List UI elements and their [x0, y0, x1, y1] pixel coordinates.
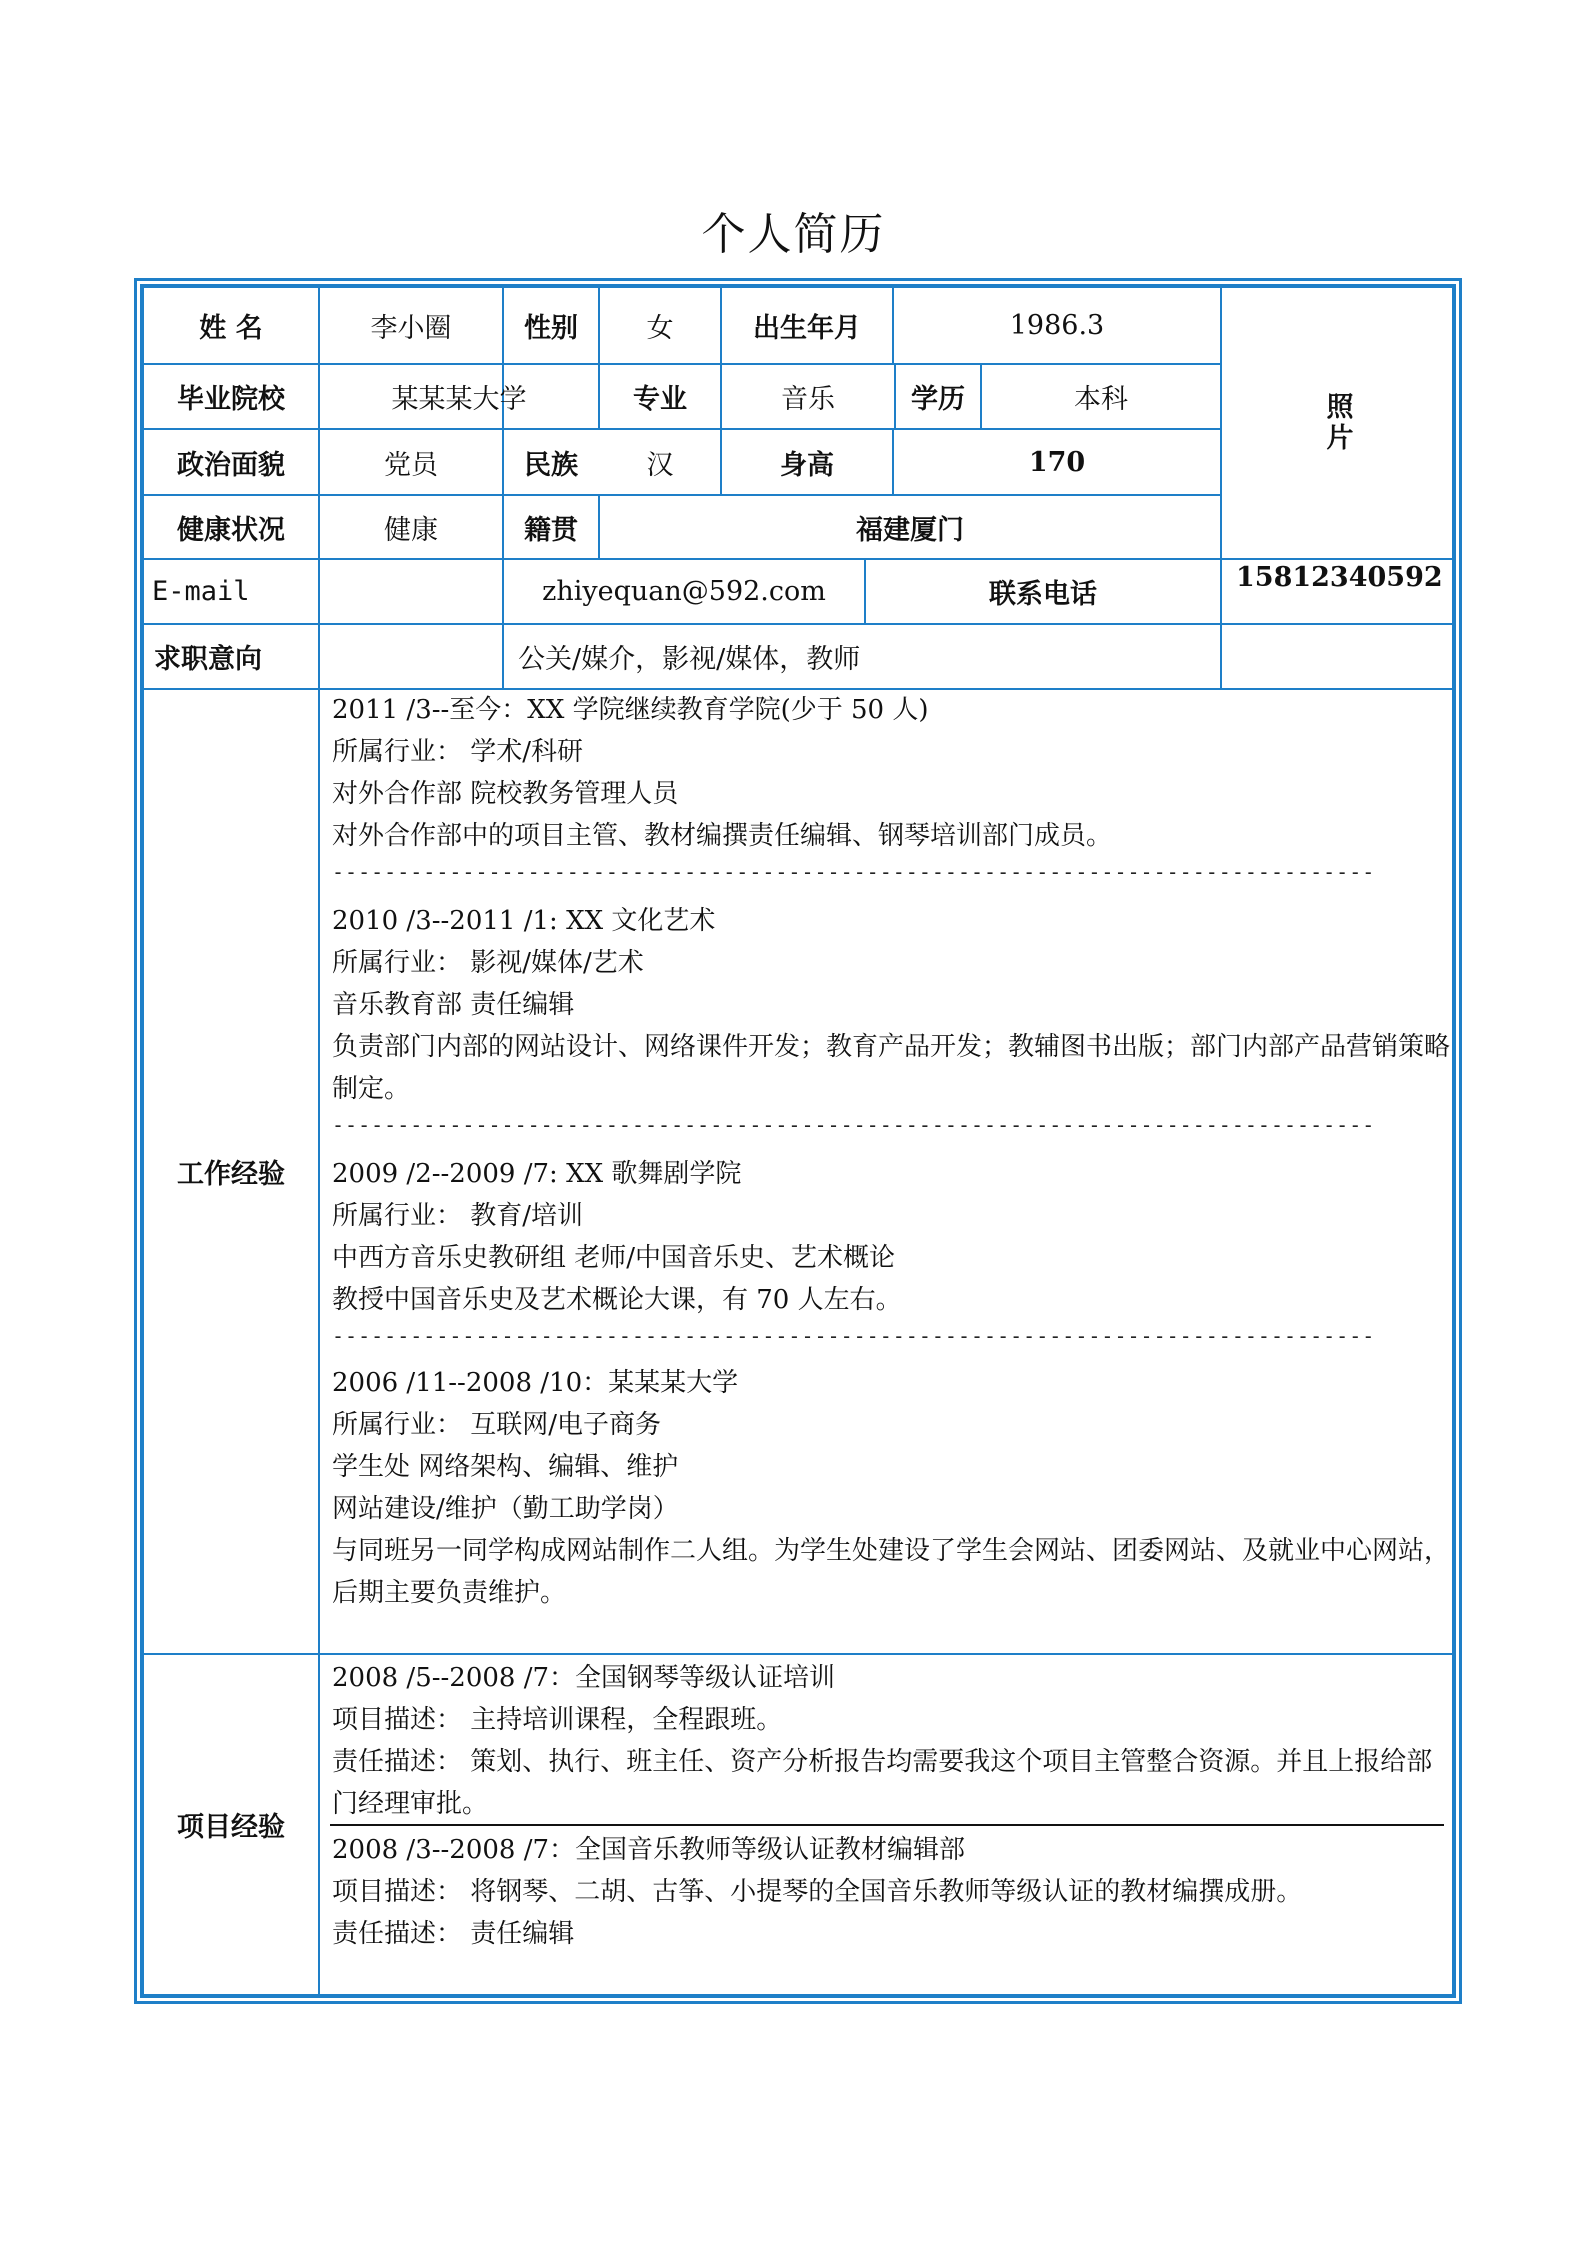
degree-label: 学历: [911, 384, 965, 415]
work-entry: [332, 900, 1452, 1140]
work-desc: 与同班另一同学构成网站制作二人组。为学生处建设了学生会网站、团委网站、及就业中心网站，后期主要负责维护。: [332, 1536, 1451, 1608]
phone-value: 15812340592: [1236, 562, 1443, 593]
work-desc: 教授中国音乐史及艺术概论大课，有 70 人左右。: [332, 1285, 902, 1315]
project-period: 2008 /3--2008 /7：全国音乐教师等级认证教材编辑部: [332, 1835, 966, 1865]
major-label: 专业: [633, 384, 687, 415]
name-label: 姓 名: [199, 313, 263, 344]
work-entry: [332, 1362, 1452, 1614]
intent-label: 求职意向: [154, 644, 262, 675]
work-separator: --------------------------------------------------------------------------------: [332, 860, 1376, 884]
work-entry: [332, 689, 1402, 887]
project-desc: 项目描述： 将钢琴、二胡、古筝、小提琴的全国音乐教师等级认证的教材编撰成册。: [332, 1877, 1303, 1907]
politics-label: 政治面貌: [177, 449, 285, 481]
health-label: 健康状况: [177, 514, 285, 546]
school-value: 某某某大学: [391, 384, 527, 415]
work-industry: 所属行业： 影视/媒体/艺术: [332, 948, 644, 978]
project-divider: [330, 1824, 1444, 1826]
school-label: 毕业院校: [177, 384, 285, 415]
page-title: 个人简历: [701, 209, 886, 260]
project-entry: [332, 1829, 1302, 1955]
work-industry: 所属行业： 学术/科研: [332, 737, 584, 767]
project-resp: 责任描述： 责任编辑: [332, 1919, 575, 1949]
work-period: 2011 /3--至今：XX 学院继续教育学院(少于 50 人): [332, 695, 929, 725]
grid-line: [144, 1653, 1452, 1655]
project-label: 项目经验: [177, 1812, 285, 1843]
degree-value: 本科: [1074, 384, 1128, 415]
height-value: 170: [1028, 446, 1086, 478]
work-dept: 音乐教育部 责任编辑: [332, 990, 575, 1020]
origin-value: 福建厦门: [856, 514, 964, 546]
project-period: 2008 /5--2008 /7：全国钢琴等级认证培训: [332, 1663, 836, 1693]
project-entry: [332, 1657, 1452, 1825]
work-industry: 所属行业： 互联网/电子商务: [332, 1410, 662, 1440]
phone-label: 联系电话: [989, 579, 1097, 610]
work-entry: [332, 1153, 1402, 1351]
work-label: 工作经验: [177, 1159, 285, 1190]
work-dept: 对外合作部 院校教务管理人员: [332, 779, 679, 809]
work-dept: 学生处 网络架构、编辑、维护: [332, 1452, 679, 1482]
intent-value: 公关/媒介，影视/媒体，教师: [518, 644, 861, 675]
project-desc: 项目描述： 主持培训课程，全程跟班。: [332, 1705, 783, 1735]
major-value: 音乐: [781, 384, 835, 415]
photo-label: 照片: [1321, 392, 1353, 454]
work-role: 网站建设/维护（勤工助学岗）: [332, 1494, 679, 1524]
work-dept: 中西方音乐史教研组 老师/中国音乐史、艺术概论: [332, 1243, 896, 1273]
work-separator: --------------------------------------------------------------------------------: [332, 1113, 1376, 1137]
work-separator: --------------------------------------------------------------------------------: [332, 1324, 1376, 1348]
work-desc: 对外合作部中的项目主管、教材编撰责任编辑、钢琴培训部门成员。: [332, 821, 1113, 851]
origin-label: 籍贯: [524, 514, 578, 546]
birth-label: 出生年月: [753, 313, 861, 344]
name-value: 李小圈: [370, 313, 452, 344]
ethnic-label: 民族: [524, 449, 578, 481]
work-period: 2006 /11--2008 /10：某某某大学: [332, 1368, 739, 1398]
email-value[interactable]: zhiyequan@592.com: [542, 576, 826, 607]
politics-value: 党员: [384, 449, 438, 481]
photo-placeholder: [1222, 288, 1452, 558]
work-industry: 所属行业： 教育/培训: [332, 1201, 584, 1231]
work-period: 2010 /3--2011 /1: XX 文化艺术: [332, 906, 716, 936]
gender-value: 女: [646, 313, 674, 344]
health-value: 健康: [384, 514, 438, 546]
work-desc: 负责部门内部的网站设计、网络课件开发；教育产品开发；教辅图书出版；部门内部产品营销策略制定。: [332, 1032, 1451, 1104]
email-label: E-mail: [152, 576, 250, 607]
work-period: 2009 /2--2009 /7: XX 歌舞剧学院: [332, 1159, 742, 1189]
birth-value: 1986.3: [1009, 310, 1105, 341]
gender-label: 性别: [524, 313, 578, 344]
height-label: 身高: [780, 449, 834, 481]
project-resp: 责任描述： 策划、执行、班主任、资产分析报告均需要我这个项目主管整合资源。并且上报给部门经理审批。: [332, 1747, 1433, 1819]
ethnic-value: 汉: [646, 449, 674, 481]
